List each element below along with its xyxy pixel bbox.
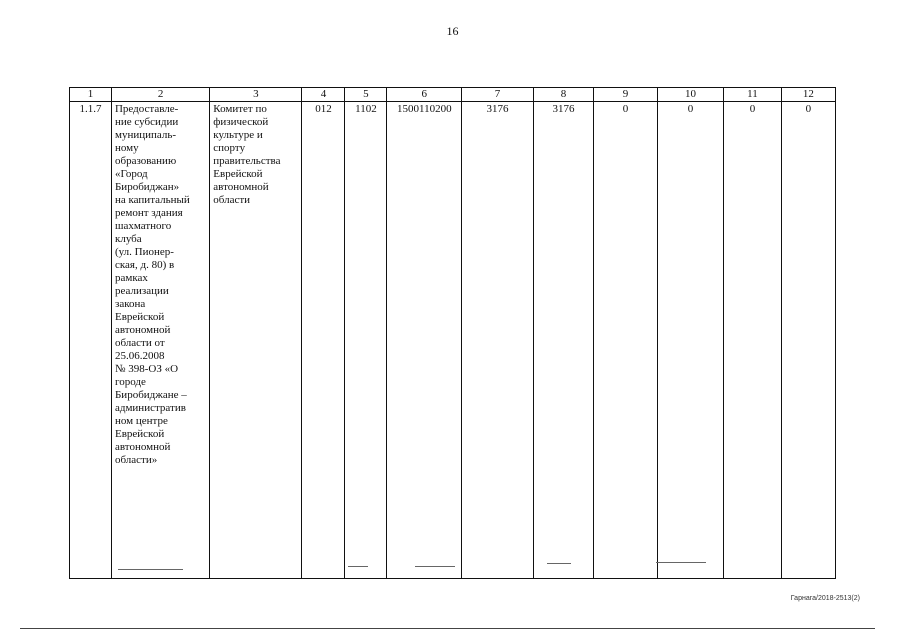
scan-mark — [547, 563, 571, 564]
column-header-4: 4 — [302, 88, 345, 102]
column-header-8: 8 — [533, 88, 593, 102]
column-header-7: 7 — [462, 88, 534, 102]
cell-description: Предоставле- ние субсидии муниципаль- ному образованию «Город Биробиджан» на капитальный ремонт здания шахматного клуба (ул. Пионер- ская, д. 80) в рамках реализации закона Еврейской автономной области от 25.06.2008 № 398-ОЗ «О городе Биробиджане – административ ном центре Еврейской автономной области» — [111, 102, 209, 579]
cell-col-6: 1500110200 — [387, 102, 462, 579]
column-header-12: 12 — [781, 88, 835, 102]
column-header-3: 3 — [210, 88, 302, 102]
cell-item-number: 1.1.7 — [70, 102, 112, 579]
column-header-6: 6 — [387, 88, 462, 102]
cell-col-7: 3176 — [462, 102, 534, 579]
column-header-2: 2 — [111, 88, 209, 102]
cell-col-4: 012 — [302, 102, 345, 579]
column-header-5: 5 — [345, 88, 387, 102]
column-header-9: 9 — [594, 88, 657, 102]
page-bottom-rule — [20, 628, 875, 629]
scan-mark — [656, 562, 706, 563]
header-row — [70, 88, 836, 102]
cell-responsible: Комитет по физической культуре и спорту правительства Еврейской автономной области — [210, 102, 302, 579]
cell-col-8: 3176 — [533, 102, 593, 579]
cell-col-10: 0 — [657, 102, 724, 579]
page-number: 16 — [446, 24, 459, 38]
column-header-1: 1 — [70, 88, 112, 102]
scan-mark — [118, 569, 183, 570]
table-row — [70, 102, 836, 579]
scan-mark — [415, 566, 455, 567]
cell-col-11: 0 — [724, 102, 781, 579]
cell-col-12: 0 — [781, 102, 835, 579]
cell-col-9: 0 — [594, 102, 657, 579]
column-header-11: 11 — [724, 88, 781, 102]
budget-table — [69, 87, 836, 579]
column-header-10: 10 — [657, 88, 724, 102]
scan-mark — [348, 566, 368, 567]
document-code: Гарнага/2018-2513(2) — [790, 595, 860, 602]
cell-col-5: 1102 — [345, 102, 387, 579]
